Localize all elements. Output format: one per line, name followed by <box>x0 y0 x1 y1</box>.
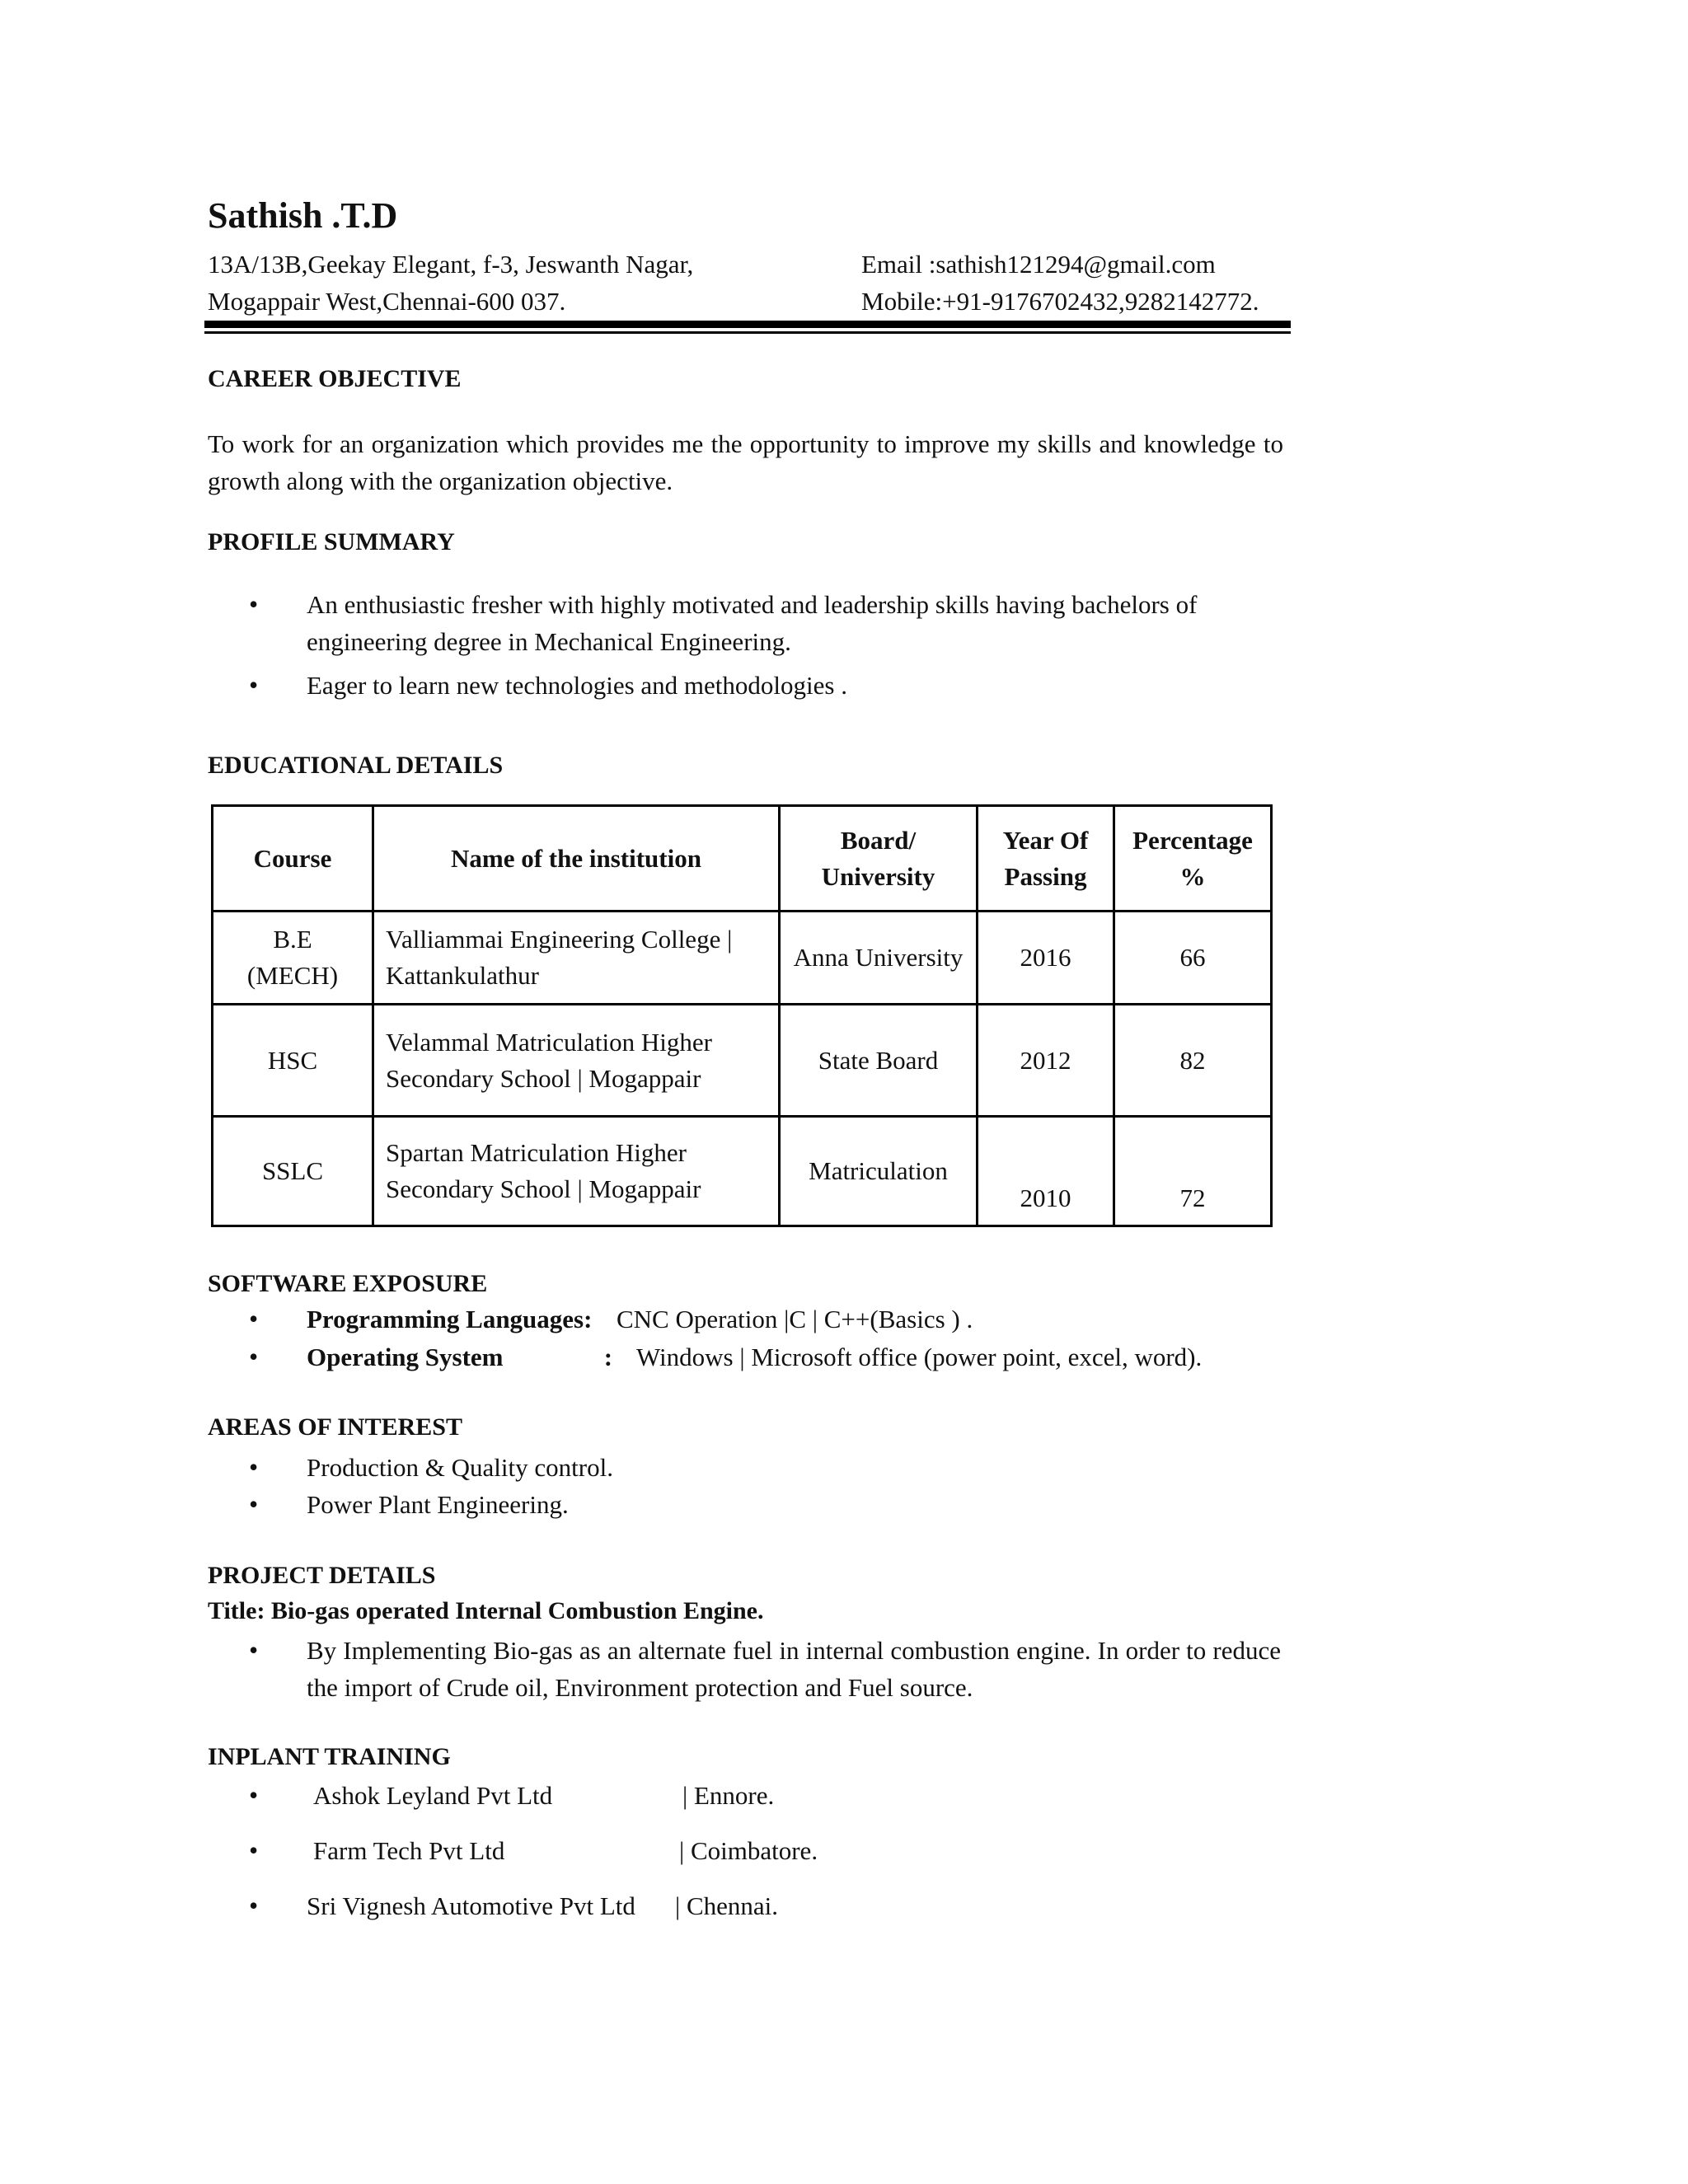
column-header-course: Course <box>213 806 373 912</box>
contact-block <box>861 246 1259 320</box>
cell-course: HSC <box>213 1005 373 1117</box>
list-item <box>208 1887 1279 1924</box>
table-row <box>213 1005 1272 1117</box>
list-item: • Production & Quality control. <box>208 1449 1279 1486</box>
cell-percentage: 72 <box>1114 1117 1272 1226</box>
cell-institution: Spartan Matriculation Higher Secondary School | Mogappair <box>373 1117 780 1226</box>
list-item: • An enthusiastic fresher with highly motivated and leadership skills having bachelors of engineering degree in Mechanical Engineering. <box>208 586 1271 660</box>
areas-of-interest-list <box>208 1449 1279 1523</box>
column-header-institution: Name of the institution <box>373 806 780 912</box>
project-details-list <box>208 1632 1281 1706</box>
software-exposure-heading: SOFTWARE EXPOSURE <box>208 1270 488 1297</box>
cell-year: 2012 <box>978 1005 1114 1117</box>
list-item <box>208 1777 1279 1814</box>
programming-languages-value: CNC Operation |C | C++(Basics ) . <box>616 1305 973 1333</box>
column-header-board: Board/ University <box>780 806 978 912</box>
cell-institution: Valliammai Engineering College | Kattankulathur <box>373 912 780 1005</box>
address-line-1: 13A/13B,Geekay Elegant, f-3, Jeswanth Nagar, <box>208 250 694 279</box>
list-item <box>208 1301 1279 1338</box>
cell-year: 2016 <box>978 912 1114 1005</box>
address-line-2: Mogappair West,Chennai-600 037. <box>208 287 566 316</box>
training-location: | Ennore. <box>682 1781 775 1810</box>
operating-system-label: Operating System <box>307 1343 504 1371</box>
cell-course: B.E (MECH) <box>213 912 373 1005</box>
programming-languages-label: Programming Languages: <box>307 1305 593 1333</box>
header-divider-thin <box>204 331 1291 334</box>
profile-summary-heading: PROFILE SUMMARY <box>208 528 455 555</box>
training-location: | Chennai. <box>675 1891 779 1920</box>
project-title: Title: Bio-gas operated Internal Combustion Engine. <box>208 1597 764 1624</box>
training-company: Farm Tech Pvt Ltd <box>313 1836 505 1865</box>
operating-system-separator: : <box>603 1343 613 1371</box>
cell-course: SSLC <box>213 1117 373 1226</box>
training-company: Sri Vignesh Automotive Pvt Ltd <box>307 1891 635 1920</box>
list-item <box>208 1832 1279 1869</box>
training-company: Ashok Leyland Pvt Ltd <box>313 1781 553 1810</box>
list-item <box>208 1338 1279 1376</box>
inplant-training-list <box>208 1777 1279 1924</box>
column-header-percentage: Percentage % <box>1114 806 1272 912</box>
table-row <box>213 912 1272 1005</box>
list-item: • By Implementing Bio-gas as an alternate fuel in internal combustion engine. In order to reduce the import of Crude oil, Environment protection and Fuel source. <box>208 1632 1281 1706</box>
areas-of-interest-heading: AREAS OF INTEREST <box>208 1413 462 1441</box>
list-item: • Eager to learn new technologies and methodologies . <box>208 667 1271 704</box>
training-location: | Coimbatore. <box>679 1836 818 1865</box>
list-item: • Power Plant Engineering. <box>208 1486 1279 1523</box>
cell-year: 2010 <box>978 1117 1114 1226</box>
cell-percentage: 82 <box>1114 1005 1272 1117</box>
software-exposure-list <box>208 1301 1279 1376</box>
cell-percentage: 66 <box>1114 912 1272 1005</box>
cell-institution: Velammal Matriculation Higher Secondary School | Mogappair <box>373 1005 780 1117</box>
email-line: Email :sathish121294@gmail.com <box>861 250 1216 279</box>
education-table <box>211 804 1273 1227</box>
table-header-row <box>213 806 1272 912</box>
address-block <box>208 246 693 320</box>
table-row <box>213 1117 1272 1226</box>
career-objective-text: To work for an organization which provides me the opportunity to improve my skills and knowledge to growth along with the organization objective. <box>208 429 1283 495</box>
cell-board: State Board <box>780 1005 978 1117</box>
mobile-line: Mobile:+91-9176702432,9282142772. <box>861 287 1259 316</box>
education-heading: EDUCATIONAL DETAILS <box>208 752 504 779</box>
cell-board: Anna University <box>780 912 978 1005</box>
inplant-training-heading: INPLANT TRAINING <box>208 1743 451 1770</box>
profile-summary-list <box>208 586 1271 704</box>
cell-board: Matriculation <box>780 1117 978 1226</box>
operating-system-value: Windows | Microsoft office (power point, excel, word). <box>636 1343 1203 1371</box>
resume-name: Sathish .T.D <box>208 195 398 236</box>
header-divider-thick <box>204 321 1291 328</box>
project-details-heading: PROJECT DETAILS <box>208 1562 436 1589</box>
column-header-year: Year Of Passing <box>978 806 1114 912</box>
career-objective-heading: CAREER OBJECTIVE <box>208 365 462 392</box>
